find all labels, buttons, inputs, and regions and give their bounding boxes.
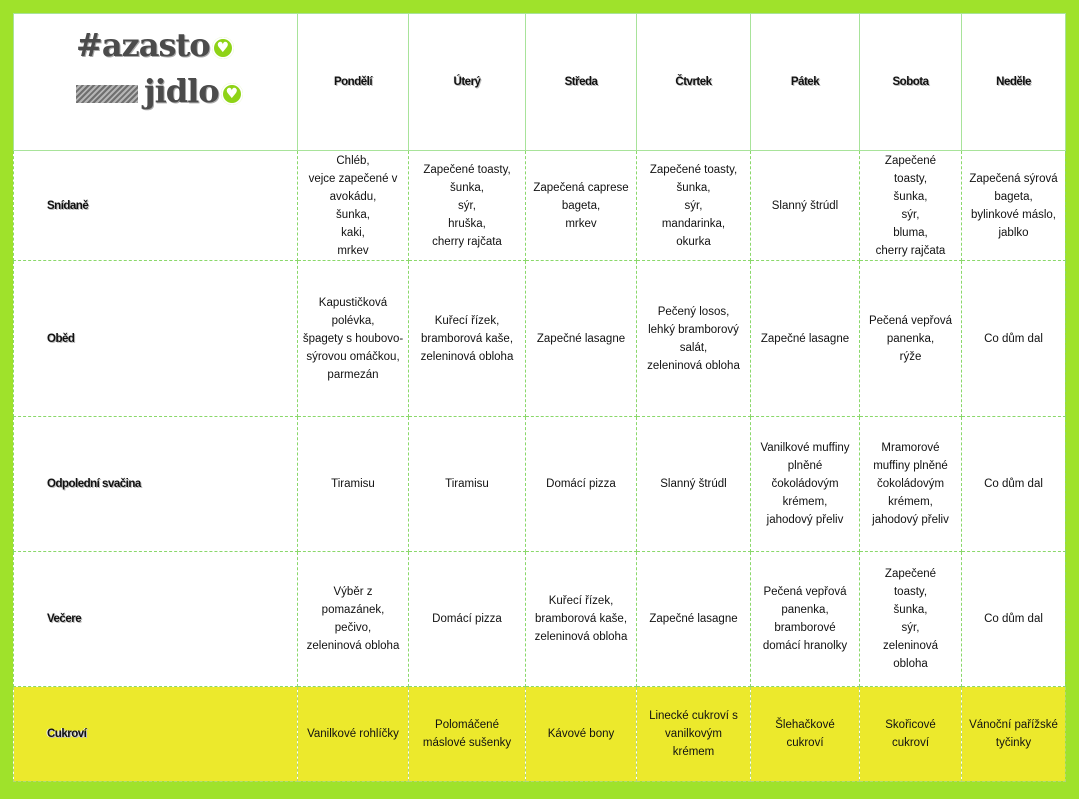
meal-row-breakfast [14, 151, 1066, 261]
menu-cell: Výběr z pomazánek, pečivo, zeleninová obloha [298, 552, 409, 687]
menu-cell: Slanný štrúdl [637, 417, 751, 552]
day-header-wednesday: Středa [526, 14, 637, 151]
menu-cell: Co dům dal [962, 552, 1066, 687]
menu-cell: Domácí pizza [526, 417, 637, 552]
menu-cell: Co dům dal [962, 261, 1066, 417]
menu-cell: Zapečné lasagne [637, 552, 751, 687]
day-header-friday: Pátek [751, 14, 860, 151]
logo-line2: jidlo [144, 72, 219, 110]
heart-icon [221, 83, 243, 105]
day-header-sunday: Neděle [962, 14, 1066, 151]
menu-cell: Zapečné lasagne [526, 261, 637, 417]
day-header-monday: Pondělí [298, 14, 409, 151]
meal-row-cookies [14, 687, 1066, 782]
menu-cell: Skořicové cukroví [860, 687, 962, 782]
logo-cell [14, 14, 298, 151]
day-header-thursday: Čtvrtek [637, 14, 751, 151]
header-row [14, 14, 1066, 151]
menu-cell: Vanilkové muffiny plněné čokoládovým krémem, jahodový přeliv [751, 417, 860, 552]
menu-cell: Kávové bony [526, 687, 637, 782]
day-header-tuesday: Úterý [409, 14, 526, 151]
menu-cell: Zapečená sýrová bageta, bylinkové máslo, jablko [962, 151, 1066, 261]
meal-label-cookies: Cukroví [14, 687, 298, 782]
meal-row-snack [14, 417, 1066, 552]
menu-cell: Polomáčené máslové sušenky [409, 687, 526, 782]
menu-cell: Zapečné lasagne [751, 261, 860, 417]
menu-cell: Pečený losos, lehký bramborový salát, zeleninová obloha [637, 261, 751, 417]
menu-cell: Zapečené toasty, šunka, sýr, mandarinka, okurka [637, 151, 751, 261]
day-header-saturday: Sobota [860, 14, 962, 151]
menu-cell: Šlehačkové cukroví [751, 687, 860, 782]
weekly-menu-table [13, 13, 1066, 782]
meal-label-lunch: Oběd [14, 261, 298, 417]
menu-cell: Chléb, vejce zapečené v avokádu, šunka, kaki, mrkev [298, 151, 409, 261]
menu-cell: Tiramisu [409, 417, 526, 552]
menu-cell: Domácí pizza [409, 552, 526, 687]
menu-cell: Zapečené toasty, šunka, sýr, zeleninová obloha [860, 552, 962, 687]
menu-cell: Zapečené toasty, šunka, sýr, bluma, cherry rajčata [860, 151, 962, 261]
meal-row-dinner [14, 552, 1066, 687]
menu-cell: Kuřecí řízek, bramborová kaše, zeleninová obloha [409, 261, 526, 417]
menu-cell: Linecké cukroví s vanilkovým krémem [637, 687, 751, 782]
meal-row-lunch [14, 261, 1066, 417]
menu-cell: Kapustičková polévka, špagety s houbovo- sýrovou omáčkou, parmezán [298, 261, 409, 417]
menu-cell: Pečená vepřová panenka, rýže [860, 261, 962, 417]
meal-label-snack: Odpolední svačina [14, 417, 298, 552]
menu-cell: Kuřecí řízek, bramborová kaše, zeleninová obloha [526, 552, 637, 687]
meal-plan-board [13, 13, 1065, 781]
meal-label-dinner: Večere [14, 552, 298, 687]
pencil-stroke-icon [76, 85, 138, 103]
menu-cell: Vánoční pařížské tyčinky [962, 687, 1066, 782]
meal-label-breakfast: Snídaně [14, 151, 298, 261]
menu-cell: Vanilkové rohlíčky [298, 687, 409, 782]
menu-cell: Zapečená caprese bageta, mrkev [526, 151, 637, 261]
menu-cell: Tiramisu [298, 417, 409, 552]
heart-icon [212, 37, 234, 59]
logo-line1: #azasto [76, 26, 210, 64]
menu-cell: Zapečené toasty, šunka, sýr, hruška, cherry rajčata [409, 151, 526, 261]
menu-cell: Pečená vepřová panenka, bramborové domácí hranolky [751, 552, 860, 687]
menu-cell: Co dům dal [962, 417, 1066, 552]
logo [76, 26, 266, 136]
menu-cell: Mramorové muffiny plněné čokoládovým krémem, jahodový přeliv [860, 417, 962, 552]
menu-cell: Slanný štrúdl [751, 151, 860, 261]
